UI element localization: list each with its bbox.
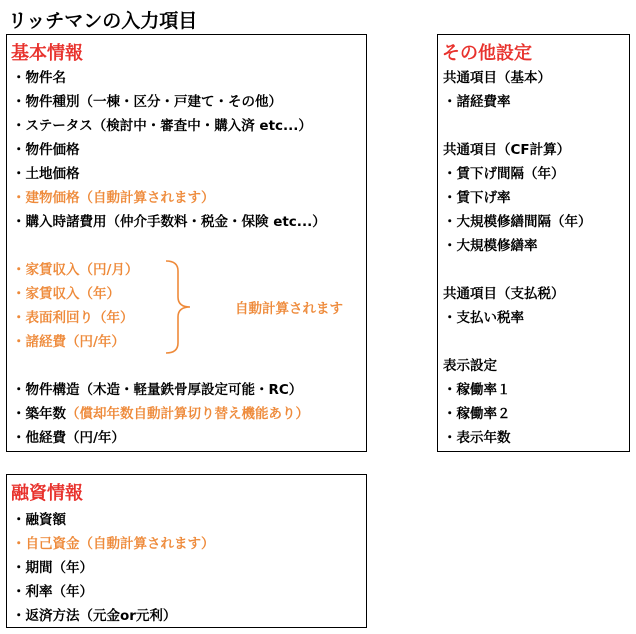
group-common-basic: 共通項目（基本） [443, 70, 551, 86]
auto-calc-label: 自動計算されます [235, 301, 343, 317]
item-structure: ・物件構造（木造・軽量鉄骨厚設定可能・RC） [12, 382, 303, 398]
group-display-settings: 表示設定 [443, 358, 497, 374]
curly-brace-icon [164, 259, 194, 355]
item-rent-decrease-interval: ・賃下げ間隔（年） [443, 166, 565, 182]
finance-info-box [6, 474, 367, 628]
item-repayment-method: ・返済方法（元金or元利） [12, 608, 177, 624]
page-title: リッチマンの入力項目 [8, 10, 198, 32]
other-settings-heading: その他設定 [442, 43, 532, 64]
item-property-price: ・物件価格 [12, 142, 80, 158]
item-occupancy-1: ・稼働率１ [443, 382, 511, 398]
basic-info-box [6, 34, 367, 452]
item-building-price: ・建物価格（自動計算されます） [12, 190, 215, 206]
item-building-age [12, 405, 309, 423]
item-property-name: ・物件名 [12, 70, 66, 86]
item-building-age-label: ・築年数 [12, 406, 66, 422]
group-common-cf: 共通項目（CF計算） [443, 142, 571, 158]
item-purchase-costs: ・購入時諸費用（仲介手数料・税金・保険 etc...） [12, 214, 326, 230]
item-building-age-note: （償却年数自動計算切り替え機能あり） [66, 406, 309, 422]
item-repair-rate: ・大規模修繕率 [443, 238, 538, 254]
item-expenses: ・諸経費（円/年） [12, 334, 125, 350]
basic-info-heading: 基本情報 [11, 43, 83, 64]
other-settings-box [437, 34, 630, 452]
item-tax-rate: ・支払い税率 [443, 310, 524, 326]
item-term: ・期間（年） [12, 560, 93, 576]
item-land-price: ・土地価格 [12, 166, 80, 182]
group-common-tax: 共通項目（支払税） [443, 286, 565, 302]
item-repair-interval: ・大規模修繕間隔（年） [443, 214, 592, 230]
item-rent-decrease-rate: ・賃下げ率 [443, 190, 511, 206]
item-interest-rate: ・利率（年） [12, 584, 93, 600]
item-rent-yearly: ・家賃収入（年） [12, 286, 120, 302]
item-display-years: ・表示年数 [443, 430, 511, 446]
item-property-type: ・物件種別（一棟・区分・戸建て・その他） [12, 94, 282, 110]
item-loan-amount: ・融資額 [12, 512, 66, 528]
item-other-expenses: ・他経費（円/年） [12, 430, 125, 446]
finance-info-heading: 融資情報 [11, 483, 83, 504]
item-occupancy-2: ・稼働率２ [443, 406, 511, 422]
item-expense-rate: ・諸経費率 [443, 94, 511, 110]
item-rent-monthly: ・家賃収入（円/月） [12, 262, 139, 278]
item-status: ・ステータス（検討中・審査中・購入済 etc...） [12, 118, 312, 134]
item-surface-yield: ・表面利回り（年） [12, 310, 134, 326]
item-own-funds: ・自己資金（自動計算されます） [12, 536, 215, 552]
